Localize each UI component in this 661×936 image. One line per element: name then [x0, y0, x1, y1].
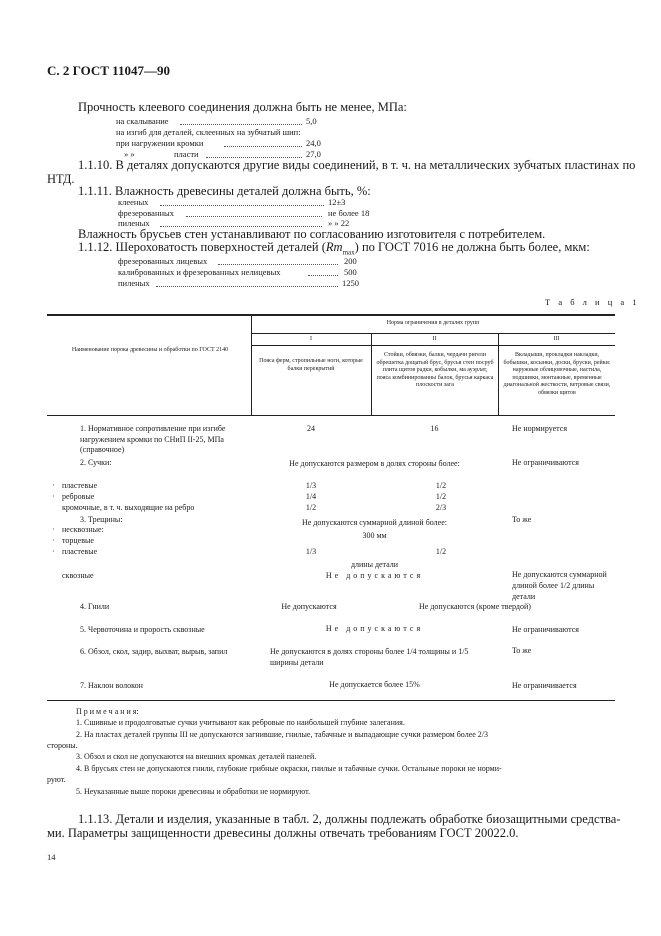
- row-bullet: ·: [52, 492, 55, 501]
- group-desc-1: Пояса ферм, стропильные ноги, которые балки перекрытий: [259, 358, 363, 372]
- strength-item-value: 5,0: [306, 116, 317, 126]
- table-top-border: [47, 314, 615, 316]
- row-merged-value: Не допускается более 15%: [329, 680, 420, 689]
- col-header-norm: Норма ограничения в деталях групп: [386, 320, 480, 326]
- strength-item-label: на скалывание: [116, 116, 169, 126]
- roughness-value: 200: [344, 256, 357, 266]
- moisture-label: пиленых: [118, 218, 150, 228]
- row-defect-name: 6. Обзол, скол, задир, выхват, вырыв, запил: [80, 647, 228, 656]
- row-value-g3: Не нормируется: [512, 424, 567, 433]
- table-col-divider: [371, 333, 372, 415]
- roughness-value: 1250: [342, 278, 359, 288]
- row-value-g1: 1/2: [305, 503, 317, 512]
- roughness-label: фрезерованных лицевых: [118, 256, 208, 266]
- leader-dots: [224, 146, 302, 147]
- strength-item-value: 27,0: [306, 149, 321, 159]
- strength-item-label: при нагружении кромки: [116, 138, 204, 148]
- row-value-g2: 1/2: [435, 492, 447, 501]
- row-defect-name: ребровые: [62, 492, 95, 501]
- row-defect-name: кромочные, в т. ч. выходящие на ребро: [62, 503, 195, 512]
- leader-dots: [308, 275, 338, 276]
- table-header-divider: [251, 333, 615, 334]
- row-merged-value: Не допускаются: [325, 624, 424, 633]
- table-bottom-border: [47, 700, 615, 701]
- paragraph-1-1-10-cont: НТД.: [47, 172, 75, 186]
- leader-dots: [218, 264, 338, 265]
- row-value-g2: 2/3: [435, 503, 447, 512]
- strength-item-value: 24,0: [306, 138, 321, 148]
- table-label: Т а б л и ц а 1: [545, 297, 640, 307]
- table-col-divider: [498, 333, 499, 415]
- roughness-label: пиленых: [118, 278, 150, 288]
- strength-item-label: пласти: [174, 149, 199, 159]
- paragraph-1-1-11: 1.1.11. Влажность древесины деталей должна быть, %:: [78, 184, 371, 198]
- note-item: 4. В брусьях стен не допускаются гнили, глубокие грибные окраски, гнилые и табачные сучки. Остальные пороки не норми-: [76, 764, 502, 773]
- page-number: 14: [47, 852, 56, 862]
- leader-dots: [180, 124, 302, 125]
- note-item: 3. Обзол и скол не допускаются на внешних кромках деталей панелей.: [76, 752, 317, 761]
- row-value-g1: 24: [307, 424, 315, 433]
- moisture-value: » » 22: [328, 218, 350, 228]
- row-value-g2: 1/2: [435, 481, 447, 490]
- row-value-g1: 1/3: [305, 547, 317, 556]
- moisture-value: 12±3: [328, 197, 346, 207]
- note-item: 5. Неуказанные выше пороки древесины и обработки не нормируют.: [76, 787, 311, 796]
- table-header-bottom: [47, 415, 615, 416]
- row-defect-name: 5. Червоточина и прорость сквозные: [80, 625, 205, 634]
- col-header-defect: Наименование порока древесины и обработки по ГОСТ 2140: [71, 347, 229, 353]
- row-value-g3: Не ограничиваются: [512, 458, 579, 467]
- paragraph-1-1-10: 1.1.10. В деталях допускаются другие виды соединений, в т. ч. на металлических зубчатых пластинах по: [78, 158, 636, 172]
- row-bullet: ·: [52, 525, 55, 534]
- row-defect-name: 4. Гнили: [80, 602, 110, 611]
- row-value-g1: 1/3: [305, 481, 317, 490]
- row-merged-value: длины детали: [350, 560, 399, 569]
- table-col-divider: [251, 315, 252, 415]
- roughness-value: 500: [344, 267, 357, 277]
- leader-dots: [156, 286, 338, 287]
- row-value-g3: Не ограничивается: [512, 681, 577, 690]
- paragraph-1-1-12: [78, 240, 590, 257]
- leader-dots: [186, 216, 322, 217]
- moisture-label: фрезерованных: [118, 208, 174, 218]
- note-item: 2. На пластах деталей группы III не допускаются загнившие, гнилые, табачные и выпадающие сучки размером более 2/3: [76, 730, 489, 739]
- row-value-g3: Не допускаются суммарной длиной более 1/2 длины детали: [512, 570, 607, 601]
- row-defect-name: 3. Трещины:: [80, 515, 123, 524]
- row-value-g2: 16: [430, 424, 439, 433]
- row-defect-name: 1. Нормативное сопротивление при изгибе нагружением кромки по СНиП II-25, МПа (справочное): [80, 424, 226, 454]
- rm-symbol: Rm: [325, 240, 343, 254]
- strength-item-label: на изгиб для деталей, склеенных на зубчатый шип:: [116, 127, 301, 137]
- row-merged-value: Не допускаются суммарной длиной более:: [302, 518, 447, 527]
- row-bullet: ·: [52, 536, 55, 545]
- table-header-divider: [251, 345, 615, 346]
- moisture-value: не более 18: [328, 208, 370, 218]
- row-defect-name: 7. Наклон волокон: [80, 681, 143, 690]
- row-value-g3: Не ограничиваются: [512, 625, 579, 634]
- note-item: 1. Сшивные и продолговатые сучки учитывают как ребровые по наибольшей глубине залегания.: [76, 718, 405, 727]
- paragraph-1-1-12-start: 1.1.12. Шероховатость поверхностей деталей (: [78, 240, 326, 254]
- paragraph-1-1-13-cont: ми. Параметры защищенности древесины должны отвечать требованиям ГОСТ 20022.0.: [47, 826, 519, 840]
- moisture-note: Влажность брусьев стен устанавливают по согласованию изготовителя с потребителем.: [78, 227, 546, 241]
- rm-subscript: max: [342, 248, 355, 257]
- note-item: руют.: [47, 775, 66, 784]
- group-header-1: I: [310, 336, 312, 342]
- row-merged-value: Не допускаются размером в долях стороны более:: [289, 459, 460, 468]
- paragraph-1-1-13: 1.1.13. Детали и изделия, указанные в табл. 2, должны подлежать обработке биозащитными средства-: [78, 812, 621, 826]
- page-header: С. 2 ГОСТ 11047—90: [47, 63, 170, 78]
- strength-title: Прочность клеевого соединения должна быть не менее, МПа:: [78, 100, 407, 114]
- group-desc-2: Стойки, обвязки, балки, чердачн ригели обрешетка дощатый брус, брусья стен посруб плита щитов радки, кобылки, ма ауэрлат, пояса комбинированны балок, брусья каркаса плоскости зага: [376, 352, 494, 388]
- row-defect-name: 2. Сучки:: [80, 458, 112, 467]
- group-header-2: II: [432, 336, 437, 342]
- row-bullet: ·: [52, 481, 55, 490]
- notes-title: П р и м е ч а н и я:: [76, 707, 139, 716]
- roughness-label: калиброванных и фрезерованных нелицевых: [118, 267, 281, 277]
- row-value-g3: То же: [512, 646, 532, 655]
- row-bullet: ·: [52, 547, 55, 556]
- note-item: стороны.: [47, 741, 78, 750]
- row-defect-name: пластевые: [62, 547, 98, 556]
- row-merged-value: Не допускаются: [325, 571, 424, 580]
- group-desc-3: Вкладыши, прокладки накладки, бобышки, косынки, доски, бруски, рейки: наружные облицовочные, настила, подшивки, монтажные, временные диагональной жесткости, ветровые связи, обвязки щитов: [503, 352, 611, 396]
- row-value-g23: Не допускаются (кроме твердой): [419, 602, 531, 611]
- row-value-g1: 1/4: [305, 492, 317, 501]
- paragraph-1-1-12-end: ) по ГОСТ 7016 не должна быть более, мкм:: [354, 240, 590, 254]
- moisture-label: клееных: [118, 197, 149, 207]
- row-merged-value: Не допускаются в долях стороны более 1/4 толщины и 1/5 ширины детали: [270, 647, 469, 667]
- row-value-g2: 1/2: [435, 547, 447, 556]
- leader-dots: [160, 205, 324, 206]
- group-header-3: III: [553, 336, 560, 342]
- row-defect-name: сквозные: [62, 571, 94, 580]
- ditto-mark: » »: [124, 149, 135, 159]
- row-value-g1: Не допускаются: [281, 602, 337, 611]
- row-defect-name: торцевые: [62, 536, 94, 545]
- row-defect-name: несквозные:: [62, 525, 104, 534]
- row-value-g3: То же: [512, 515, 532, 524]
- row-merged-value: 300 мм: [362, 531, 387, 540]
- row-defect-name: пластевые: [62, 481, 98, 490]
